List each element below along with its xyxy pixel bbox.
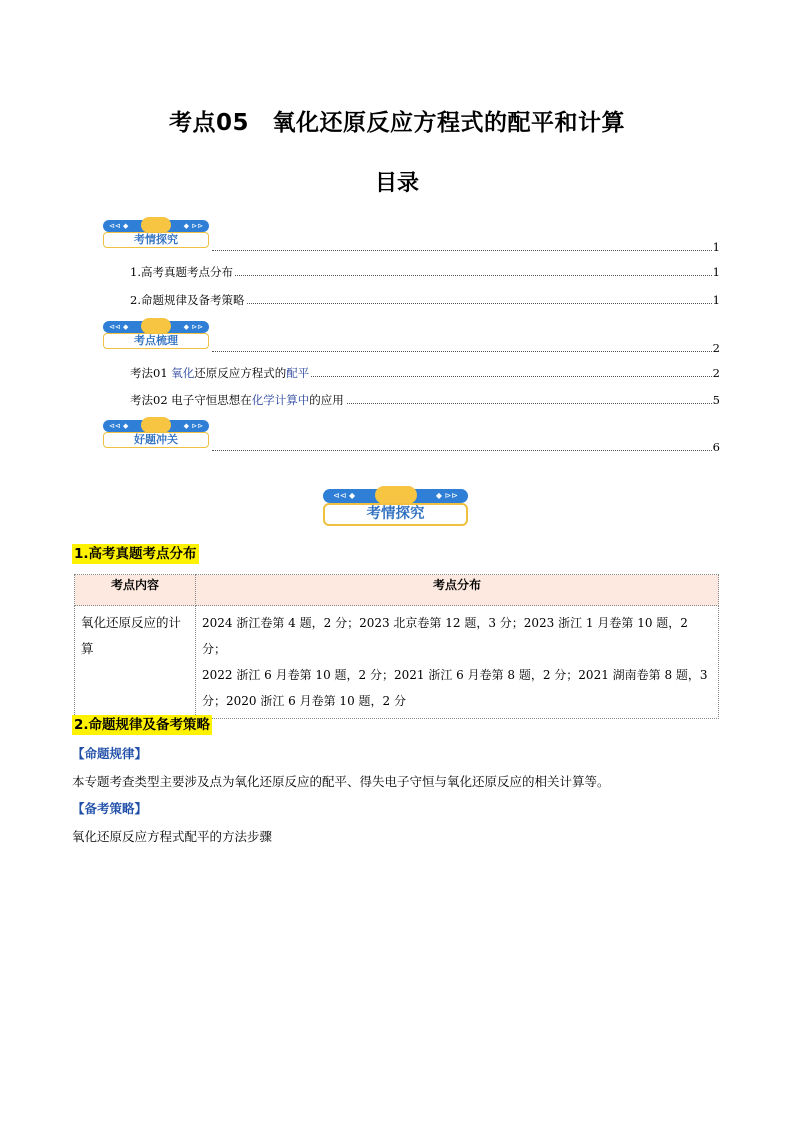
section-heading-distribution: 1.高考真题考点分布 — [74, 546, 197, 562]
toc-entry-challenge[interactable] — [212, 440, 720, 454]
table-row — [75, 606, 719, 719]
section-heading-strategy: 2.命题规律及备考策略 — [74, 717, 211, 733]
badge-decoration-icon: ◆ ⊳⊳ — [435, 491, 458, 500]
toc-entry-item4[interactable] — [130, 393, 720, 407]
table-cell-topic: 氧化还原反应的计算 — [75, 606, 196, 719]
toc-page-number: 2 — [712, 366, 720, 380]
badge-decoration-icon: ◆ ⊳⊳ — [183, 323, 203, 331]
toc-page-number: 1 — [712, 240, 720, 254]
toc-entry-label: 考法01 氧化还原反应方程式的配平 — [130, 366, 310, 380]
toc-entry-label: 2.命题规律及备考策略 — [130, 293, 245, 307]
badge-label: 考点梳理 — [134, 334, 178, 347]
toc-entry-item1[interactable] — [130, 265, 720, 279]
exam-distribution-table — [74, 574, 719, 719]
strategy-text: 氧化还原反应方程式配平的方法步骤 — [72, 829, 273, 844]
distribution-line: 2022 浙江 6 月卷第 10 题，2 分；2021 浙江 6 月卷第 8 题，2 分；2021 湖南卷第 8 题，3 分；2020 浙江 6 月卷第 10 题，2 分 — [202, 668, 708, 708]
toc-page-number: 1 — [712, 265, 720, 279]
badge-label: 考情探究 — [134, 233, 178, 246]
toc-page-number: 6 — [712, 440, 720, 454]
toc-entry-label: 考法02 电子守恒思想在化学计算中的应用 — [130, 393, 344, 407]
toc-entry-label: 1.高考真题考点分布 — [130, 265, 233, 279]
distribution-line: 2024 浙江卷第 4 题，2 分；2023 北京卷第 12 题，3 分；2023 浙江 1 月卷第 10 题，2 分； — [202, 616, 688, 656]
toc-entry-item3[interactable] — [130, 366, 720, 380]
badge-decoration-icon: ⊲⊲ ◆ — [109, 323, 129, 331]
table-header: 考点内容 — [75, 575, 196, 606]
toc-entry-item2[interactable] — [130, 293, 720, 307]
badge-challenge[interactable] — [103, 420, 209, 448]
rule-text: 本专题考查类型主要涉及点为氧化还原反应的配平、得失电子守恒与氧化还原反应的相关计算等。 — [72, 774, 610, 789]
section-badge-explore — [323, 489, 468, 527]
strategy-label: 【备考策略】 — [72, 801, 148, 816]
toc-title: 目录 — [374, 171, 419, 196]
badge-decoration-icon: ⊲⊲ ◆ — [109, 422, 129, 430]
badge-decoration-icon: ◆ ⊳⊳ — [183, 422, 203, 430]
toc-entry-explore[interactable] — [212, 240, 720, 254]
toc-page-number: 1 — [712, 293, 720, 307]
badge-label: 考情探究 — [366, 506, 425, 522]
table-header: 考点分布 — [196, 575, 719, 606]
badge-decoration-icon: ◆ ⊳⊳ — [183, 222, 203, 230]
badge-label: 好题冲关 — [134, 433, 178, 446]
rule-label: 【命题规律】 — [72, 746, 148, 761]
table-cell-distribution — [196, 606, 719, 719]
toc-page-number: 5 — [712, 393, 720, 407]
badge-decoration-icon: ⊲⊲ ◆ — [333, 491, 356, 500]
badge-decoration-icon: ⊲⊲ ◆ — [109, 222, 129, 230]
toc-page-number: 2 — [712, 341, 720, 355]
badge-explore[interactable] — [103, 220, 209, 248]
document-title: 考点05 氧化还原反应方程式的配平和计算 — [168, 110, 625, 136]
badge-sort[interactable] — [103, 321, 209, 349]
toc-entry-sort[interactable] — [212, 341, 720, 355]
